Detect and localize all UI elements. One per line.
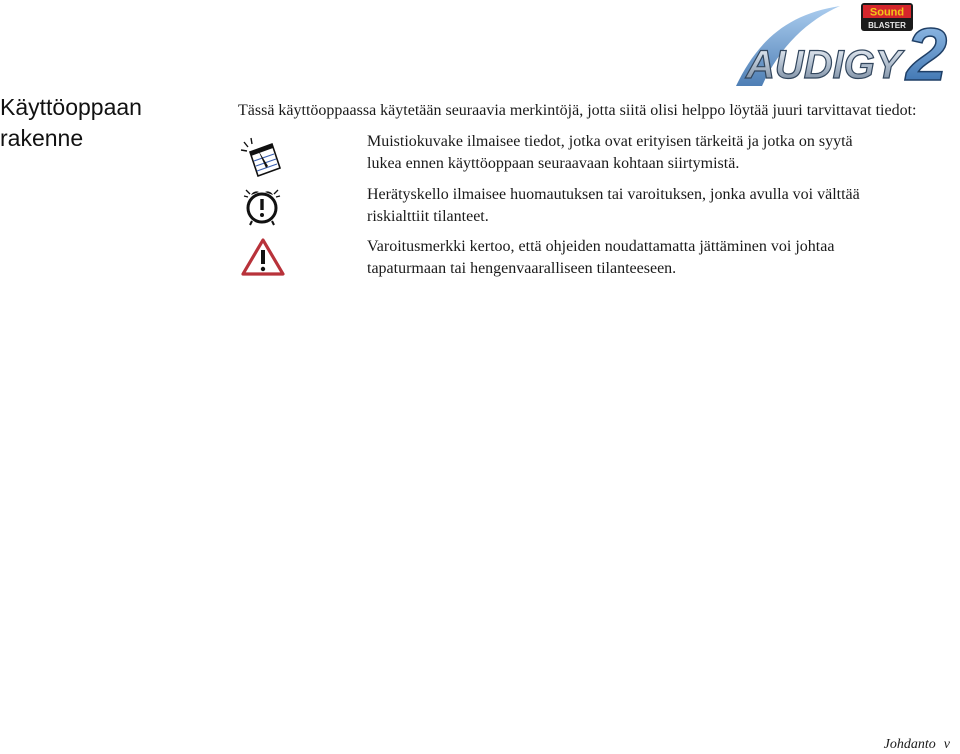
logo-audigy-text: AUDIGY (746, 43, 902, 87)
intro-text: Tässä käyttöoppaassa käytetään seuraavia merkintöjä, jotta siitä olisi helppo löytää juuri tarvittavat tiedot: (238, 102, 917, 119)
note-memo (367, 131, 927, 175)
section-title-line2: rakenne (0, 125, 84, 151)
sound-blaster-audigy2-logo (728, 0, 960, 92)
note-alarm (367, 184, 927, 228)
warning-triangle-icon (241, 238, 285, 276)
section-title (0, 92, 190, 154)
page-footer (884, 736, 950, 754)
note-warning-line1: Varoitusmerkki kertoo, että ohjeiden noudattamatta jättäminen voi johtaa (367, 238, 835, 255)
footer-page-number: v (943, 737, 950, 752)
logo-number-text: 2 (906, 13, 948, 92)
note-memo-line1: Muistiokuvake ilmaisee tiedot, jotka ovat erityisen tärkeitä ja jotka on syytä (367, 133, 853, 150)
note-warning-line2: tapaturmaan tai hengenvaaralliseen tilanteeseen. (367, 260, 677, 277)
note-memo-line2: lukea ennen käyttöoppaan seuraavaan kohtaan siirtymistä. (367, 155, 740, 172)
section-title-line1: Käyttöoppaan (0, 94, 142, 120)
logo-blaster-text: BLASTER (868, 21, 906, 30)
footer-section-name: Johdanto (883, 737, 936, 752)
logo-sound-text: Sound (869, 6, 905, 19)
alarm-clock-icon (242, 186, 282, 226)
note-alarm-line1: Herätyskello ilmaisee huomautuksen tai varoituksen, jonka avulla voi välttää (367, 186, 860, 203)
note-alarm-line2: riskialttiit tilanteet. (367, 208, 489, 225)
note-warning (367, 236, 927, 280)
memo-pad-icon (238, 134, 284, 180)
